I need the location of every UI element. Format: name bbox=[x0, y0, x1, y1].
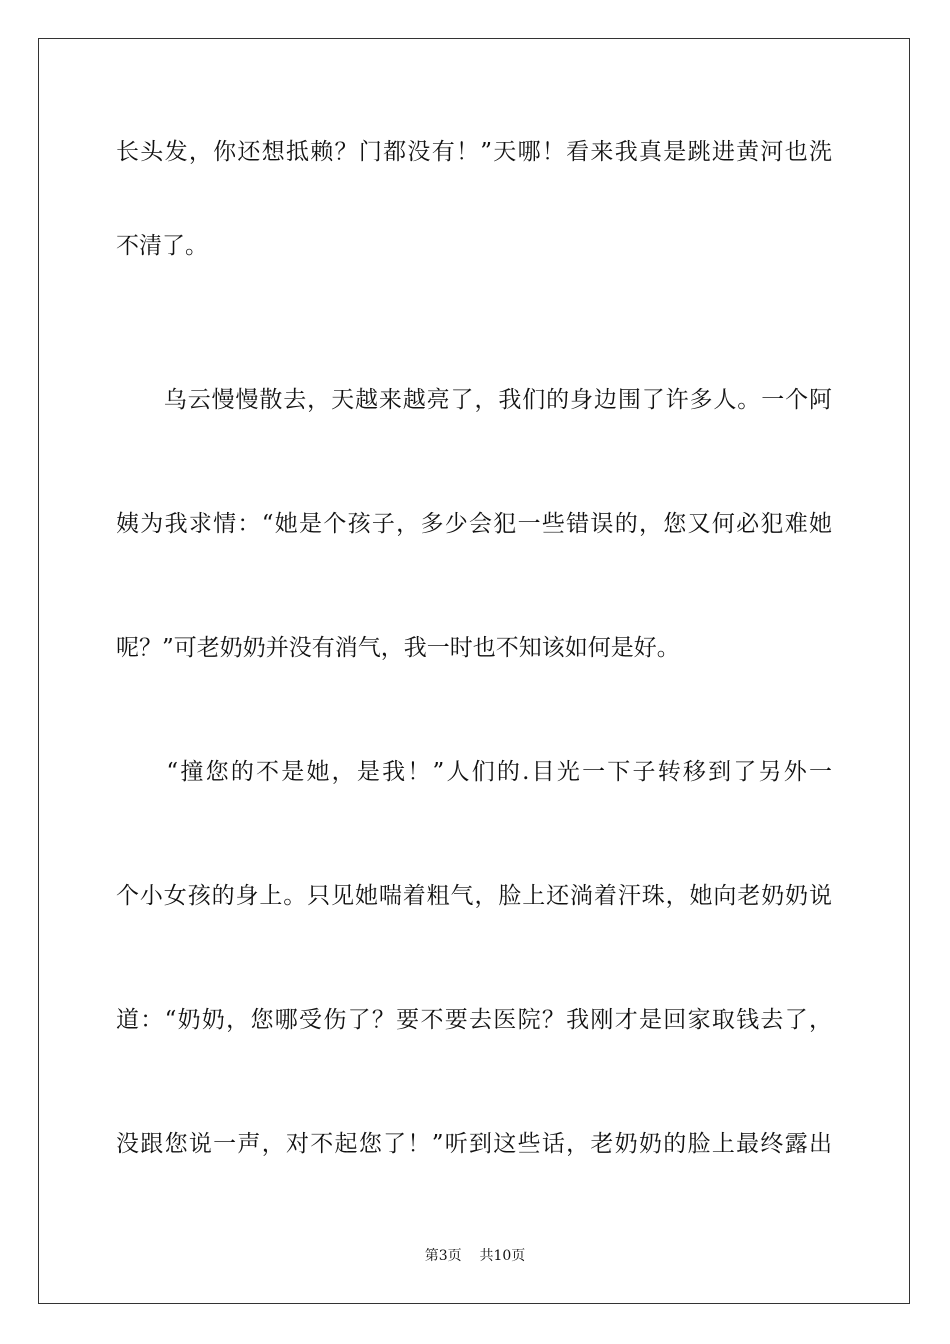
paragraph-line: 个小女孩的身上。只见她喘着粗气，脸上还淌着汗珠，她向老奶奶说 bbox=[116, 883, 832, 909]
paragraph-line: 没跟您说一声，对不起您了！”听到这些话，老奶奶的脸上最终露出 bbox=[116, 1131, 832, 1157]
paragraph-line: 乌云慢慢散去，天越来越亮了，我们的身边围了许多人。一个阿 bbox=[116, 387, 832, 413]
page-total: 共10页 bbox=[479, 1248, 526, 1264]
page-number: 第3页 bbox=[424, 1248, 462, 1264]
paragraph-line: 道：“奶奶，您哪受伤了？要不要去医院？我刚才是回家取钱去了， bbox=[116, 1007, 832, 1033]
paragraph-line: 姨为我求情：“她是个孩子，多少会犯一些错误的，您又何必犯难她 bbox=[116, 511, 832, 537]
page-footer bbox=[0, 1246, 950, 1266]
paragraph-line: 长头发，你还想抵赖？门都没有！”天哪！看来我真是跳进黄河也洗 bbox=[116, 139, 832, 165]
paragraph-line: 不清了。 bbox=[116, 233, 208, 259]
page-border bbox=[38, 38, 910, 1304]
paragraph-line: 呢？”可老奶奶并没有消气，我一时也不知该如何是好。 bbox=[116, 635, 680, 661]
paragraph-line: “撞您的不是她，是我！”人们的.目光一下子转移到了另外一 bbox=[116, 759, 832, 785]
